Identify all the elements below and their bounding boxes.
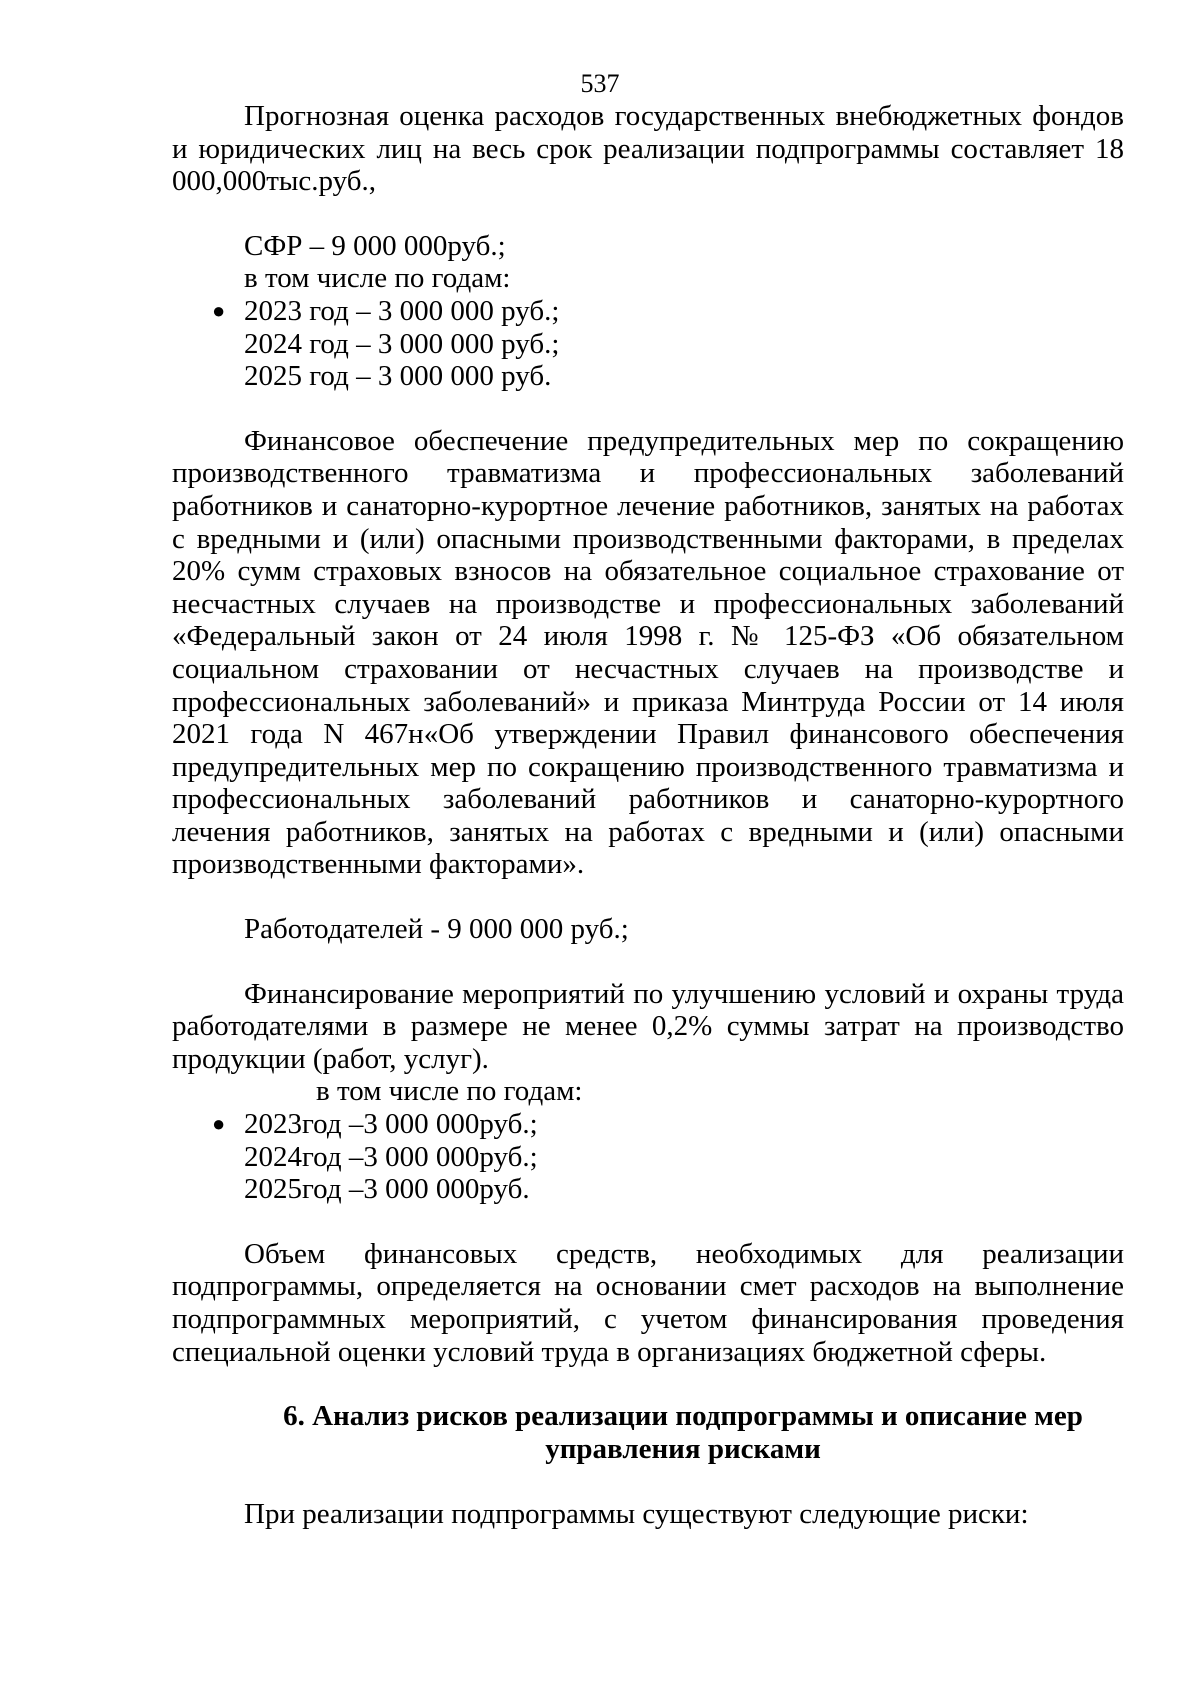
by-years-label: в том числе по годам: — [316, 1075, 583, 1108]
document-body — [172, 100, 1124, 1531]
year-list-item — [172, 1108, 1124, 1141]
year-line: 2023 год – 3 000 000 руб.; — [244, 294, 560, 327]
spacer — [172, 393, 1124, 425]
year-line: 2024год –3 000 000руб.; — [244, 1140, 538, 1173]
year-line: 2024 год – 3 000 000 руб.; — [244, 327, 560, 360]
bullet-icon: ● — [212, 1111, 226, 1137]
financing-labor-paragraph: Финансирование мероприятий по улучшению условий и охраны труда работодателями в размере не менее 0,2% суммы затрат на производство продукции (работ, услуг). — [172, 977, 1124, 1075]
year-line: 2023год –3 000 000руб.; — [244, 1108, 538, 1141]
risks-intro-line: При реализации подпрограммы существуют следующие риски: — [244, 1498, 1029, 1531]
forecast-paragraph: Прогнозная оценка расходов государственных внебюджетных фондов и юридических лиц на весь срок реализации подпрограммы составляет 18 000,000тыс.руб., — [172, 100, 1124, 198]
volume-paragraph: Объем финансовых средств, необходимых для реализации подпрограммы, определяется на основании смет расходов на выполнение подпрограммных мероприятий, с учетом финансирования проведения специальной оценки условий труда в организациях бюджетной сферы. — [172, 1237, 1124, 1368]
by-years-label: в том числе по годам: — [244, 262, 511, 295]
page-number: 537 — [580, 69, 620, 98]
spacer — [172, 198, 1124, 230]
employers-total-line: Работодателей - 9 000 000 руб.; — [244, 913, 629, 946]
spacer — [172, 1206, 1124, 1238]
year-list-item — [172, 295, 1124, 328]
year-line: 2025год –3 000 000руб. — [244, 1173, 530, 1206]
section-heading — [172, 1400, 1124, 1466]
bullet-icon: ● — [212, 297, 226, 323]
spacer — [172, 1466, 1124, 1498]
spacer — [172, 946, 1124, 978]
section-heading-line1: 6. Анализ рисков реализации подпрограммы и описание мер — [283, 1400, 1083, 1433]
spacer — [172, 1368, 1124, 1400]
section-heading-line2: управления рисками — [545, 1433, 821, 1466]
financing-preventive-paragraph: Финансовое обеспечение предупредительных мер по сокращению производственного травматизма и профессиональных заболеваний работников и санаторно-курортное лечение работников, занятых на работах с вредными и (или) опасными производственными факторами, в пределах 20% сумм страховых взносов на обязательное социальное страхование от несчастных случаев на производстве и профессиональных заболеваний «Федеральный закон от 24 июля 1998 г. № 125-ФЗ «Об обязательном социальном страховании от несчастных случаев на производстве и профессиональных заболеваний» и приказа Минтруда России от 14 июля 2021 года N 467н«Об утверждении Правил финансового обеспечения предупредительных мер по сокращению производственного травматизма и профессиональных заболеваний работников и санаторно-курортного лечения работников, занятых на работах с вредными и (или) опасными производственными факторами». — [172, 424, 1124, 881]
spacer — [172, 881, 1124, 913]
year-line: 2025 год – 3 000 000 руб. — [244, 360, 552, 393]
sfr-total-line: СФР – 9 000 000руб.; — [244, 229, 506, 262]
